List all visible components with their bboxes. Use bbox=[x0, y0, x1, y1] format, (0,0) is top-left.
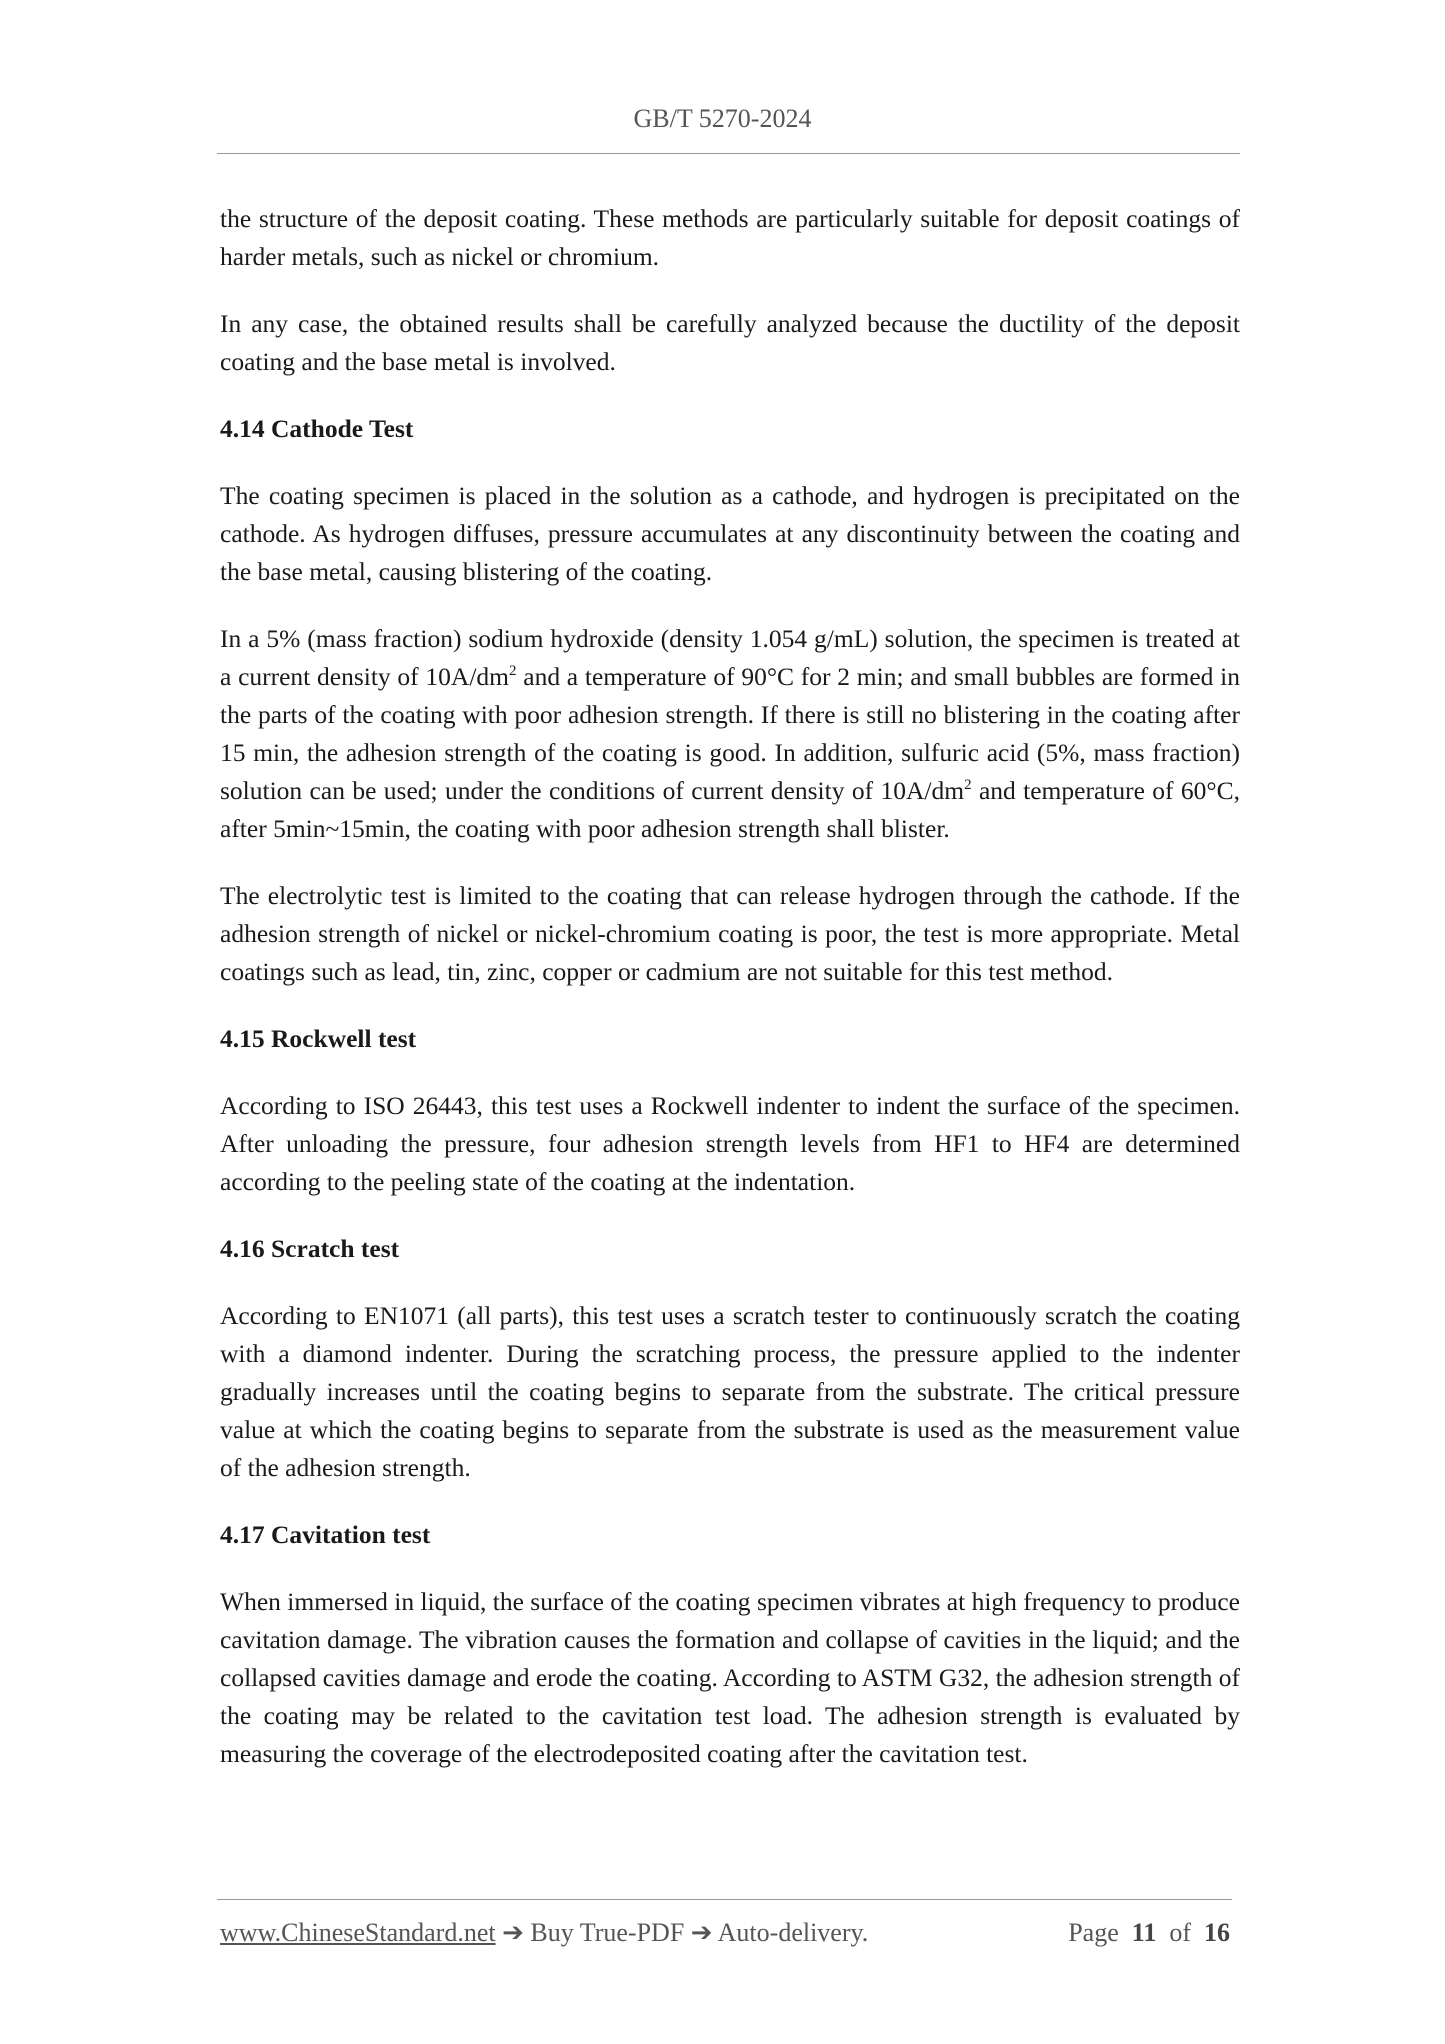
header-divider bbox=[217, 153, 1240, 154]
paragraph: The coating specimen is placed in the solution as a cathode, and hydrogen is precipitated on the cathode. As hydrogen diffuses, pressure accumulates at any discontinuity between the coating and the base metal, causing blistering of the coating. bbox=[220, 481, 1240, 586]
section-heading-4-16: 4.16 Scratch test bbox=[220, 1234, 400, 1263]
page-number bbox=[1068, 1918, 1230, 1948]
page-total: 16 bbox=[1204, 1918, 1230, 1947]
page-of-label: of bbox=[1169, 1918, 1191, 1947]
paragraph: the structure of the deposit coating. These methods are particularly suitable for deposit coatings of harder metals, such as nickel or chromium. bbox=[220, 204, 1240, 271]
footer-divider bbox=[217, 1899, 1232, 1900]
buy-true-pdf-text: Buy True-PDF bbox=[530, 1918, 685, 1947]
section-heading-4-17: 4.17 Cavitation test bbox=[220, 1520, 431, 1549]
text-run: In a 5% (mass fraction) sodium hydroxide (density 1.054 g/mL) solution, the specimen is treated at a current density of 10A/dm bbox=[220, 624, 1240, 691]
paragraph: According to ISO 26443, this test uses a Rockwell indenter to indent the surface of the specimen. After unloading the pressure, four adhesion strength levels from HF1 to HF4 are determined according to the peeling state of the coating at the indentation. bbox=[220, 1091, 1240, 1196]
text-run: and temperature of 60°C, after 5min~15min, the coating with poor adhesion strength shall blister. bbox=[220, 776, 1240, 843]
website-link[interactable]: www.ChineseStandard.net bbox=[220, 1918, 496, 1947]
page-label: Page bbox=[1068, 1918, 1119, 1947]
superscript: 2 bbox=[509, 663, 517, 679]
paragraph: The electrolytic test is limited to the coating that can release hydrogen through the cathode. If the adhesion strength of nickel or nickel-chromium coating is poor, the test is more appropriate. Metal coatings such as lead, tin, zinc, copper or cadmium are not suitable for this test method. bbox=[220, 881, 1240, 986]
auto-delivery-text: Auto-delivery. bbox=[717, 1918, 869, 1947]
section-heading-4-15: 4.15 Rockwell test bbox=[220, 1024, 417, 1053]
document-body bbox=[220, 200, 1240, 1802]
paragraph: According to EN1071 (all parts), this test uses a scratch tester to continuously scratch the coating with a diamond indenter. During the scratching process, the pressure applied to the indenter gradually increases until the coating begins to separate from the substrate. The critical pressure value at which the coating begins to separate from the substrate is used as the measurement value of the adhesion strength. bbox=[220, 1301, 1240, 1482]
footer-promo bbox=[220, 1918, 868, 1948]
paragraph: When immersed in liquid, the surface of the coating specimen vibrates at high frequency to produce cavitation damage. The vibration causes the formation and collapse of cavities in the liquid; and the collapsed cavities damage and erode the coating. According to ASTM G32, the adhesion strength of the coating may be related to the cavitation test load. The adhesion strength is evaluated by measuring the coverage of the electrodeposited coating after the cavitation test. bbox=[220, 1587, 1240, 1768]
arrow-right-icon: ➔ bbox=[495, 1918, 531, 1947]
arrow-right-icon: ➔ bbox=[684, 1918, 718, 1947]
paragraph: In any case, the obtained results shall be carefully analyzed because the ductility of the deposit coating and the base metal is involved. bbox=[220, 309, 1240, 376]
superscript: 2 bbox=[964, 777, 972, 793]
paragraph bbox=[220, 620, 1240, 848]
section-heading-4-14: 4.14 Cathode Test bbox=[220, 414, 414, 443]
page-header-title: GB/T 5270-2024 bbox=[633, 104, 812, 133]
page-current: 11 bbox=[1131, 1918, 1157, 1947]
text-run: and a temperature of 90°C for 2 min; and small bubbles are formed in the parts of the coating with poor adhesion strength. If there is still no blistering in the coating after 15 min, the adhesion strength of the coating is good. In addition, sulfuric acid (5%, mass fraction) solution can be used; under the conditions of current density of 10A/dm bbox=[220, 662, 1240, 805]
